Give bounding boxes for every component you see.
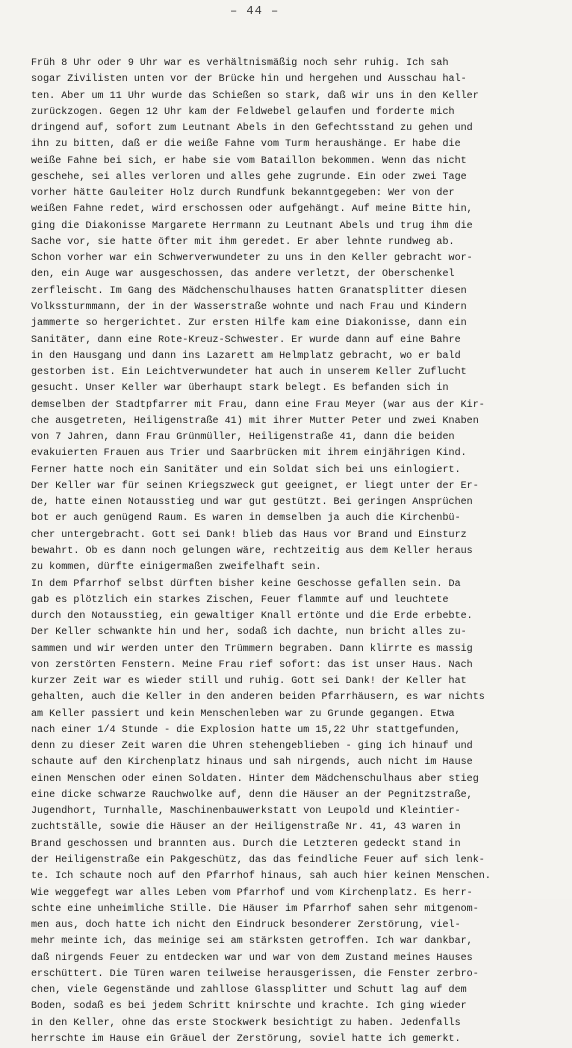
text-line: Der Keller war für seinen Kriegszweck gut geeignet, er liegt unter der Er- [31,480,479,492]
text-line: schaute auf den Kirchenplatz hinaus und sah nirgends, auch nicht im Hause [31,757,473,769]
text-line: schte eine unheimliche Stille. Die Häuser im Pfarrhof sahen sehr mitgenom- [31,903,479,915]
text-line: Jugendhort, Turnhalle, Maschinenbauwerkstatt von Leupold und Kleintier- [31,806,461,818]
text-line: demselben der Stadtpfarrer mit Frau, dann eine Frau Meyer (war aus der Kir- [31,399,485,411]
text-line: jammerte so hergerichtet. Zur ersten Hilfe kam eine Diakonisse, dann ein [31,318,467,330]
text-line: sogar Zivilisten unten vor der Brücke hin und hergehen und Ausschau hal- [31,74,467,86]
text-line: am Keller passiert und kein Menschenleben war zu Grunde gegangen. Etwa [31,708,455,720]
body-text [31,56,563,1048]
text-line: men aus, doch hatte ich nicht den Eindruck besonderer Zerstörung, viel- [31,920,461,932]
text-line: Sanitäter, dann eine Rote-Kreuz-Schwester. Er wurde dann auf eine Bahre [31,334,461,346]
text-line: te. Ich schaute noch auf den Pfarrhof hinaus, sah auch hier keinen Menschen. [31,871,491,883]
text-line: nach einer 1/4 Stunde - die Explosion hatte um 15,22 Uhr stattgefunden, [31,724,461,736]
text-line: herrschte im Hause ein Gräuel der Zerstörung, soviel hatte ich gemerkt. [31,1033,461,1045]
text-line: erschüttert. Die Türen waren teilweise herausgerissen, die Fenster zerbro- [31,968,479,980]
text-line: cher untergebracht. Gott sei Dank! blieb das Haus vor Brand und Einsturz [31,529,467,541]
text-line: kurzer Zeit war es wieder still und ruhig. Gott sei Dank! der Keller hat [31,676,467,688]
text-line: gesucht. Unser Keller war überhaupt stark belegt. Es befanden sich in [31,383,449,395]
text-line: in den Keller, ohne das erste Stockwerk besichtigt zu haben. Jedenfalls [31,1017,461,1029]
text-line: de, hatte einen Notausstieg und war gut gestützt. Bei geringen Ansprüchen [31,497,473,509]
text-line: che ausgetreten, Heiligenstraße 41) mit ihrer Mutter Peter und zwei Knaben [31,415,479,427]
text-line: zurückzogen. Gegen 12 Uhr kam der Feldwebel gelaufen und forderte mich [31,106,455,118]
text-line: bot er auch genügend Raum. Es waren in demselben ja auch die Kirchenbü- [31,513,461,525]
text-line: einen Menschen oder einen Soldaten. Hinter dem Mädchenschulhaus aber stieg [31,773,479,785]
text-line: Schon vorher war ein Schwerverwundeter zu uns in den Keller gebracht wor- [31,253,473,265]
text-line: In dem Pfarrhof selbst dürften bisher keine Geschosse gefallen sein. Da [31,578,461,590]
text-line: dringend auf, sofort zum Leutnant Abels in den Gefechtsstand zu gehen und [31,123,473,135]
text-line: Volkssturmmann, der in der Wasserstraße wohnte und nach Frau und Kindern [31,301,467,313]
text-line: von 7 Jahren, dann Frau Grünmüller, Heiligenstraße 41, dann die beiden [31,432,455,444]
text-line: geschehe, sei alles verloren und alles gehe zugrunde. Ein oder zwei Tage [31,171,467,183]
text-line: daß nirgends Feuer zu entdecken war und war von dem Zustand meines Hauses [31,952,473,964]
text-line: ging die Diakonisse Margarete Herrmann zu Leutnant Abels und trug ihm die [31,220,473,232]
text-line: gab es plötzlich ein starkes Zischen, Feuer flammte auf und leuchtete [31,594,449,606]
text-line: ten. Aber um 11 Uhr wurde das Schießen so stark, daß wir uns in den Keller [31,90,479,102]
text-line: gestorben ist. Ein Leichtverwundeter hat auch in unserem Keller Zuflucht [31,367,467,379]
text-line: eine dicke schwarze Rauchwolke auf, denn die Häuser an der Pegnitzstraße, [31,789,473,801]
page-number: – 44 – [230,4,280,18]
text-line: mehr meinte ich, das meinige sei am stärksten getroffen. Ich war dankbar, [31,936,473,948]
text-line: Ferner hatte noch ein Sanitäter und ein Soldat sich bei uns einlogiert. [31,464,461,476]
text-line: vorher hätte Gauleiter Holz durch Rundfunk bekanntgegeben: Wer von der [31,188,455,200]
text-line: Der Keller schwankte hin und her, sodaß ich dachte, nun bricht alles zu- [31,627,467,639]
text-line: zu kommen, dürfte einigermaßen zweifelhaft sein. [31,562,322,574]
text-line: zerfleischt. Im Gang des Mädchenschulhauses hatten Granatsplitter diesen [31,285,467,297]
text-line: Wie weggefegt war alles Leben vom Pfarrhof und vom Kirchenplatz. Es herr- [31,887,473,899]
text-line: sammen und wir werden unter den Trümmern begraben. Dann klirrte es massig [31,643,473,655]
text-line: zuchtställe, sowie die Häuser an der Heiligenstraße Nr. 41, 43 waren in [31,822,461,834]
text-line: Sache vor, sie hatte öfter mit ihm geredet. Er aber lehnte rundweg ab. [31,236,455,248]
text-line: denn zu dieser Zeit waren die Uhren stehengeblieben - ging ich hinauf und [31,741,473,753]
text-line: ihn zu bitten, daß er die weiße Fahne vom Turm heraushänge. Er habe die [31,139,461,151]
text-line: Boden, sodaß es bei jedem Schritt knirschte und krachte. Ich ging wieder [31,1001,467,1013]
text-line: evakuierten Frauen aus Trier und Saarbrücken mit ihrem einjährigen Kind. [31,448,467,460]
text-line: durch den Notausstieg, ein gewaltiger Knall ertönte und die Erde erbebte. [31,611,473,623]
text-line: chen, viele Gegenstände und zahllose Glassplitter und Schutt lag auf dem [31,985,467,997]
text-line: den, ein Auge war ausgeschossen, das andere verletzt, der Oberschenkel [31,269,455,281]
text-line: weiße Fahne bei sich, er habe sie vom Bataillon bekommen. Wenn das nicht [31,155,467,167]
text-line: der Heiligenstraße ein Pakgeschütz, das das feindliche Feuer auf sich lenk- [31,855,485,867]
text-line: in den Hausgang und dann ins Lazarett am Helmplatz gebracht, wo er bald [31,350,461,362]
text-line: Früh 8 Uhr oder 9 Uhr war es verhältnismäßig noch sehr ruhig. Ich sah [31,58,449,69]
text-line: Brand geschossen und brannten aus. Durch die Letzteren gedeckt stand in [31,838,461,850]
text-line: gehalten, auch die Keller in den anderen beiden Pfarrhäusern, es war nichts [31,692,485,704]
text-line: weißen Fahne redet, wird erschossen oder aufgehängt. Auf meine Bitte hin, [31,204,473,216]
text-line: bewahrt. Ob es dann noch gelungen wäre, rechtzeitig aus dem Keller heraus [31,545,473,557]
text-line: von zerstörten Fenstern. Meine Frau rief sofort: das ist unser Haus. Nach [31,659,473,671]
